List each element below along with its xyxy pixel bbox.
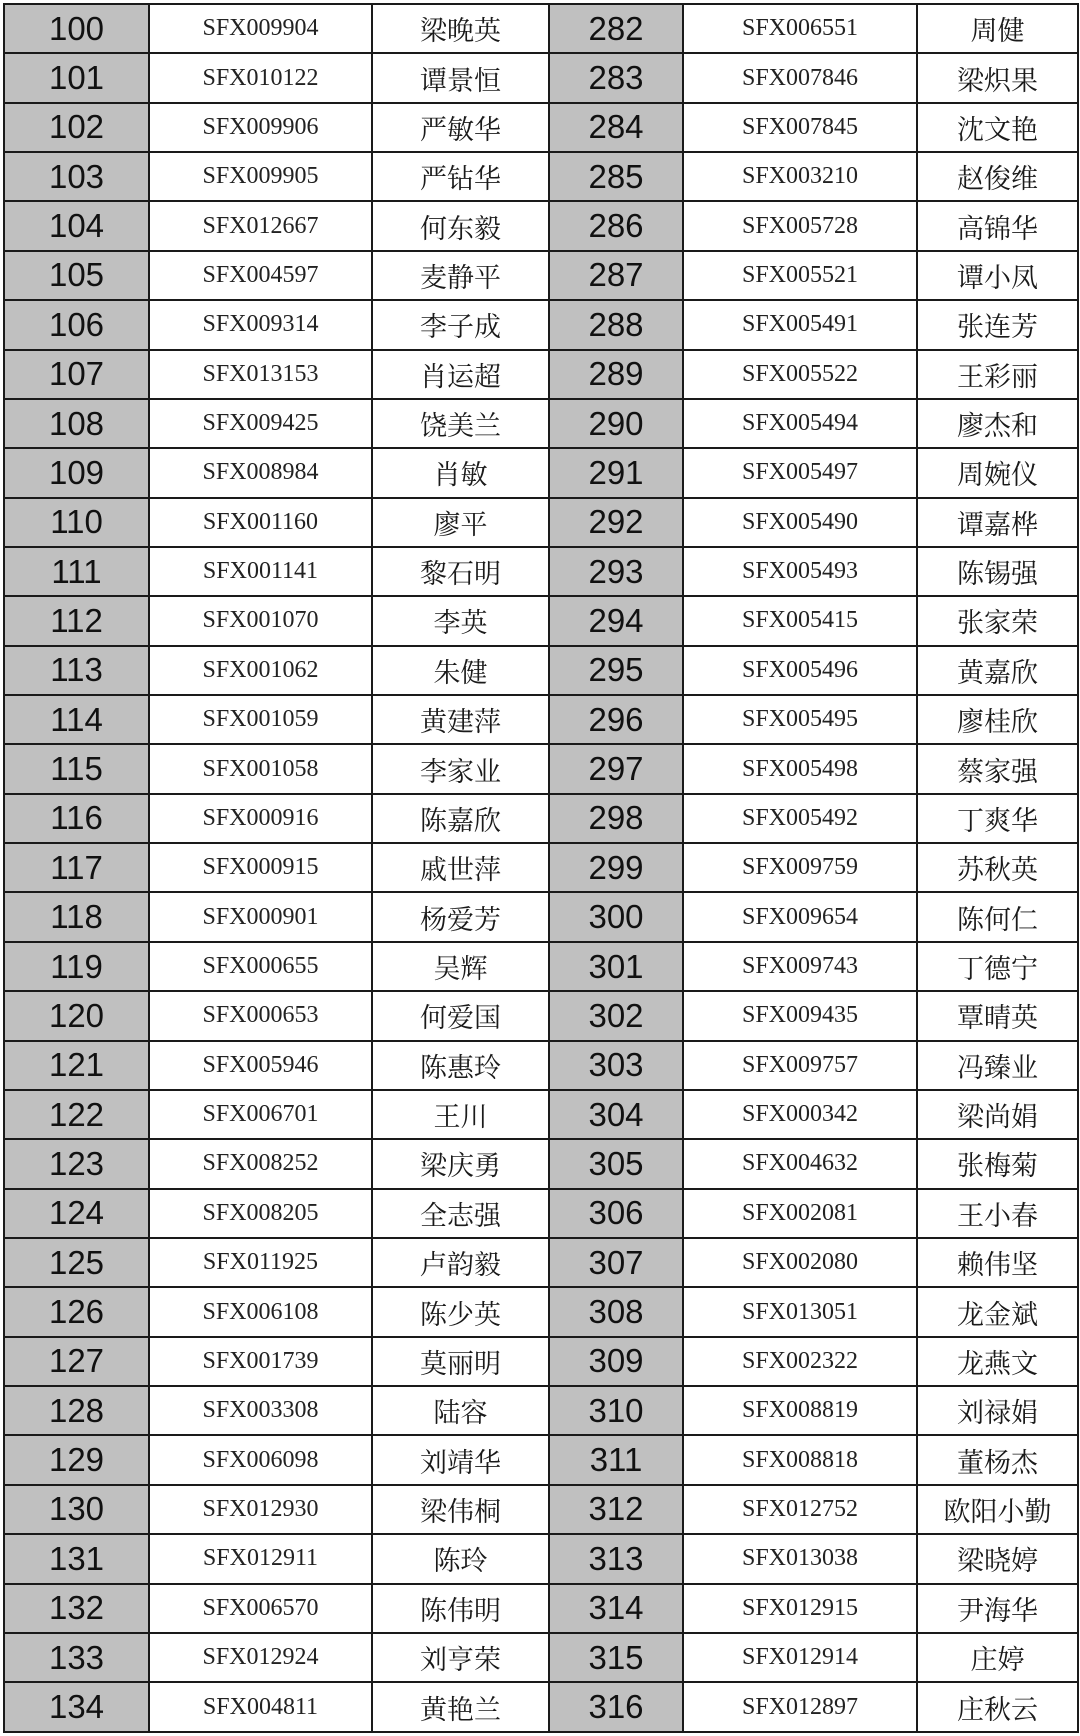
left-name-cell: 陆容 [372,1386,549,1435]
right-code-cell: SFX005498 [683,744,917,793]
left-number-cell: 105 [4,251,149,300]
table-row [4,1485,1078,1534]
right-name-cell: 蔡家强 [917,744,1078,793]
left-name-cell: 戚世萍 [372,843,549,892]
table-row [4,152,1078,201]
right-name-cell: 梁尚娟 [917,1090,1078,1139]
right-number-cell: 305 [549,1139,683,1188]
left-code-cell: SFX012667 [149,201,372,250]
left-name-cell: 饶美兰 [372,399,549,448]
left-number-cell: 115 [4,744,149,793]
right-name-cell: 龙金斌 [917,1287,1078,1336]
table-row [4,103,1078,152]
right-number-cell: 288 [549,300,683,349]
right-code-cell: SFX005522 [683,350,917,399]
left-number-cell: 123 [4,1139,149,1188]
left-name-cell: 梁晚英 [372,4,549,53]
left-code-cell: SFX013153 [149,350,372,399]
left-number-cell: 101 [4,53,149,102]
left-name-cell: 陈玲 [372,1534,549,1583]
right-name-cell: 王小春 [917,1189,1078,1238]
right-code-cell: SFX002322 [683,1337,917,1386]
left-code-cell: SFX001059 [149,695,372,744]
right-code-cell: SFX009654 [683,892,917,941]
left-code-cell: SFX008205 [149,1189,372,1238]
left-number-cell: 100 [4,4,149,53]
right-code-cell: SFX002081 [683,1189,917,1238]
right-number-cell: 316 [549,1682,683,1732]
left-number-cell: 112 [4,596,149,645]
right-name-cell: 梁晓婷 [917,1534,1078,1583]
table-row [4,1435,1078,1484]
left-name-cell: 全志强 [372,1189,549,1238]
table-row [4,843,1078,892]
left-name-cell: 吴辉 [372,942,549,991]
left-number-cell: 122 [4,1090,149,1139]
left-number-cell: 129 [4,1435,149,1484]
left-number-cell: 131 [4,1534,149,1583]
left-number-cell: 103 [4,152,149,201]
left-number-cell: 119 [4,942,149,991]
left-code-cell: SFX000655 [149,942,372,991]
right-name-cell: 廖杰和 [917,399,1078,448]
right-code-cell: SFX012897 [683,1682,917,1732]
right-number-cell: 313 [549,1534,683,1583]
left-number-cell: 127 [4,1337,149,1386]
left-name-cell: 朱健 [372,646,549,695]
left-code-cell: SFX000653 [149,991,372,1040]
right-name-cell: 欧阳小勤 [917,1485,1078,1534]
right-name-cell: 龙燕文 [917,1337,1078,1386]
left-number-cell: 104 [4,201,149,250]
right-number-cell: 292 [549,498,683,547]
table-row [4,53,1078,102]
right-number-cell: 307 [549,1238,683,1287]
right-code-cell: SFX008818 [683,1435,917,1484]
left-name-cell: 肖敏 [372,448,549,497]
left-name-cell: 李子成 [372,300,549,349]
right-code-cell: SFX005415 [683,596,917,645]
right-number-cell: 285 [549,152,683,201]
right-number-cell: 287 [549,251,683,300]
left-number-cell: 133 [4,1633,149,1682]
left-name-cell: 麦静平 [372,251,549,300]
right-number-cell: 298 [549,794,683,843]
left-number-cell: 114 [4,695,149,744]
table-row [4,1041,1078,1090]
left-code-cell: SFX001739 [149,1337,372,1386]
right-number-cell: 291 [549,448,683,497]
table-row [4,892,1078,941]
right-name-cell: 庄婷 [917,1633,1078,1682]
right-code-cell: SFX013051 [683,1287,917,1336]
right-code-cell: SFX009435 [683,991,917,1040]
roster-body [4,4,1078,1732]
right-code-cell: SFX009759 [683,843,917,892]
left-number-cell: 107 [4,350,149,399]
table-row [4,547,1078,596]
right-name-cell: 黄嘉欣 [917,646,1078,695]
right-code-cell: SFX005496 [683,646,917,695]
right-name-cell: 周健 [917,4,1078,53]
right-number-cell: 310 [549,1386,683,1435]
left-code-cell: SFX001070 [149,596,372,645]
left-number-cell: 113 [4,646,149,695]
table-row [4,1534,1078,1583]
left-code-cell: SFX012911 [149,1534,372,1583]
right-number-cell: 286 [549,201,683,250]
right-code-cell: SFX005728 [683,201,917,250]
right-number-cell: 283 [549,53,683,102]
left-code-cell: SFX009425 [149,399,372,448]
table-row [4,991,1078,1040]
left-code-cell: SFX012930 [149,1485,372,1534]
right-number-cell: 293 [549,547,683,596]
table-row [4,1633,1078,1682]
right-name-cell: 梁炽果 [917,53,1078,102]
left-number-cell: 124 [4,1189,149,1238]
table-row [4,1386,1078,1435]
right-name-cell: 周婉仪 [917,448,1078,497]
table-row [4,646,1078,695]
left-number-cell: 125 [4,1238,149,1287]
left-code-cell: SFX006701 [149,1090,372,1139]
left-name-cell: 黎石明 [372,547,549,596]
right-number-cell: 284 [549,103,683,152]
right-name-cell: 赖伟坚 [917,1238,1078,1287]
right-name-cell: 丁爽华 [917,794,1078,843]
left-code-cell: SFX003308 [149,1386,372,1435]
left-number-cell: 109 [4,448,149,497]
right-name-cell: 高锦华 [917,201,1078,250]
right-number-cell: 301 [549,942,683,991]
table-row [4,942,1078,991]
left-number-cell: 126 [4,1287,149,1336]
table-row [4,695,1078,744]
right-code-cell: SFX006551 [683,4,917,53]
right-name-cell: 谭小凤 [917,251,1078,300]
left-name-cell: 谭景恒 [372,53,549,102]
right-code-cell: SFX005495 [683,695,917,744]
right-number-cell: 282 [549,4,683,53]
right-number-cell: 297 [549,744,683,793]
left-number-cell: 110 [4,498,149,547]
table-row [4,744,1078,793]
table-row [4,1584,1078,1633]
right-name-cell: 谭嘉桦 [917,498,1078,547]
left-name-cell: 肖运超 [372,350,549,399]
right-code-cell: SFX009743 [683,942,917,991]
left-code-cell: SFX009904 [149,4,372,53]
table-row [4,596,1078,645]
right-number-cell: 309 [549,1337,683,1386]
table-row [4,350,1078,399]
roster-table [3,3,1079,1733]
left-code-cell: SFX000915 [149,843,372,892]
left-name-cell: 廖平 [372,498,549,547]
right-code-cell: SFX000342 [683,1090,917,1139]
right-number-cell: 295 [549,646,683,695]
left-code-cell: SFX010122 [149,53,372,102]
left-name-cell: 李家业 [372,744,549,793]
table-row [4,201,1078,250]
right-code-cell: SFX012914 [683,1633,917,1682]
left-name-cell: 何爱国 [372,991,549,1040]
right-code-cell: SFX013038 [683,1534,917,1583]
left-code-cell: SFX000901 [149,892,372,941]
right-number-cell: 308 [549,1287,683,1336]
right-name-cell: 张家荣 [917,596,1078,645]
left-code-cell: SFX000916 [149,794,372,843]
left-name-cell: 莫丽明 [372,1337,549,1386]
right-number-cell: 303 [549,1041,683,1090]
right-number-cell: 299 [549,843,683,892]
table-row [4,1139,1078,1188]
left-name-cell: 陈伟明 [372,1584,549,1633]
left-code-cell: SFX011925 [149,1238,372,1287]
left-name-cell: 黄建萍 [372,695,549,744]
left-name-cell: 陈嘉欣 [372,794,549,843]
right-name-cell: 庄秋云 [917,1682,1078,1732]
left-code-cell: SFX008984 [149,448,372,497]
left-code-cell: SFX005946 [149,1041,372,1090]
right-code-cell: SFX005491 [683,300,917,349]
left-code-cell: SFX001062 [149,646,372,695]
right-name-cell: 张连芳 [917,300,1078,349]
left-code-cell: SFX009906 [149,103,372,152]
left-name-cell: 卢韵毅 [372,1238,549,1287]
right-number-cell: 306 [549,1189,683,1238]
right-number-cell: 304 [549,1090,683,1139]
left-code-cell: SFX001141 [149,547,372,596]
left-code-cell: SFX001058 [149,744,372,793]
right-name-cell: 丁德宁 [917,942,1078,991]
left-name-cell: 严钻华 [372,152,549,201]
right-code-cell: SFX005490 [683,498,917,547]
left-number-cell: 106 [4,300,149,349]
table-row [4,794,1078,843]
table-row [4,4,1078,53]
right-name-cell: 苏秋英 [917,843,1078,892]
left-number-cell: 121 [4,1041,149,1090]
right-name-cell: 冯臻业 [917,1041,1078,1090]
right-code-cell: SFX007845 [683,103,917,152]
right-code-cell: SFX012915 [683,1584,917,1633]
table-row [4,1682,1078,1732]
left-code-cell: SFX009314 [149,300,372,349]
right-number-cell: 300 [549,892,683,941]
left-code-cell: SFX006108 [149,1287,372,1336]
table-row [4,448,1078,497]
right-name-cell: 廖桂欣 [917,695,1078,744]
right-code-cell: SFX004632 [683,1139,917,1188]
left-name-cell: 王川 [372,1090,549,1139]
left-name-cell: 何东毅 [372,201,549,250]
left-name-cell: 严敏华 [372,103,549,152]
left-code-cell: SFX001160 [149,498,372,547]
left-number-cell: 130 [4,1485,149,1534]
left-name-cell: 刘亨荣 [372,1633,549,1682]
left-number-cell: 116 [4,794,149,843]
table-row [4,300,1078,349]
right-number-cell: 315 [549,1633,683,1682]
left-code-cell: SFX009905 [149,152,372,201]
right-code-cell: SFX005494 [683,399,917,448]
right-number-cell: 290 [549,399,683,448]
left-number-cell: 128 [4,1386,149,1435]
right-number-cell: 296 [549,695,683,744]
table-row [4,1189,1078,1238]
left-name-cell: 刘靖华 [372,1435,549,1484]
table-row [4,1287,1078,1336]
right-code-cell: SFX003210 [683,152,917,201]
left-name-cell: 陈少英 [372,1287,549,1336]
table-row [4,1090,1078,1139]
left-number-cell: 117 [4,843,149,892]
left-code-cell: SFX008252 [149,1139,372,1188]
table-row [4,498,1078,547]
right-code-cell: SFX005521 [683,251,917,300]
left-number-cell: 102 [4,103,149,152]
left-number-cell: 111 [4,547,149,596]
left-code-cell: SFX004597 [149,251,372,300]
right-name-cell: 董杨杰 [917,1435,1078,1484]
right-code-cell: SFX005497 [683,448,917,497]
right-code-cell: SFX005493 [683,547,917,596]
left-name-cell: 李英 [372,596,549,645]
right-name-cell: 王彩丽 [917,350,1078,399]
right-code-cell: SFX012752 [683,1485,917,1534]
left-number-cell: 134 [4,1682,149,1732]
right-name-cell: 陈锡强 [917,547,1078,596]
table-row [4,251,1078,300]
left-code-cell: SFX006098 [149,1435,372,1484]
right-name-cell: 沈文艳 [917,103,1078,152]
right-number-cell: 314 [549,1584,683,1633]
right-number-cell: 312 [549,1485,683,1534]
left-name-cell: 陈惠玲 [372,1041,549,1090]
left-name-cell: 黄艳兰 [372,1682,549,1732]
right-name-cell: 张梅菊 [917,1139,1078,1188]
left-name-cell: 梁伟桐 [372,1485,549,1534]
right-code-cell: SFX009757 [683,1041,917,1090]
left-code-cell: SFX006570 [149,1584,372,1633]
right-code-cell: SFX002080 [683,1238,917,1287]
right-number-cell: 294 [549,596,683,645]
right-code-cell: SFX005492 [683,794,917,843]
right-code-cell: SFX008819 [683,1386,917,1435]
left-number-cell: 118 [4,892,149,941]
left-number-cell: 108 [4,399,149,448]
right-number-cell: 311 [549,1435,683,1484]
table-row [4,1238,1078,1287]
table-row [4,399,1078,448]
table-row [4,1337,1078,1386]
left-name-cell: 梁庆勇 [372,1139,549,1188]
right-name-cell: 刘禄娟 [917,1386,1078,1435]
right-code-cell: SFX007846 [683,53,917,102]
left-code-cell: SFX012924 [149,1633,372,1682]
right-number-cell: 302 [549,991,683,1040]
left-number-cell: 120 [4,991,149,1040]
right-name-cell: 陈何仁 [917,892,1078,941]
right-name-cell: 赵俊维 [917,152,1078,201]
right-name-cell: 尹海华 [917,1584,1078,1633]
left-number-cell: 132 [4,1584,149,1633]
right-number-cell: 289 [549,350,683,399]
right-name-cell: 覃晴英 [917,991,1078,1040]
left-code-cell: SFX004811 [149,1682,372,1732]
left-name-cell: 杨爱芳 [372,892,549,941]
